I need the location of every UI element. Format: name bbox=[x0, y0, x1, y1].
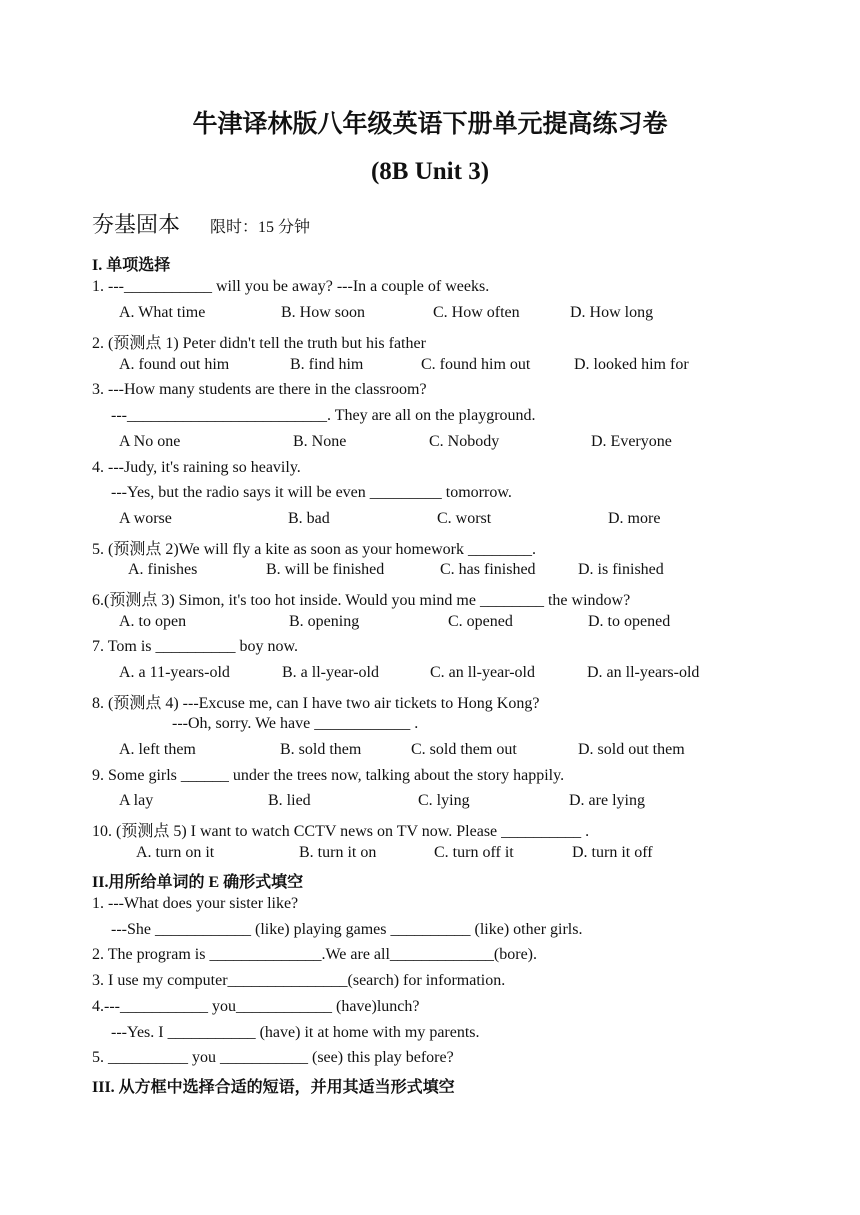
section2-heading: II.用所给单词的 E 确形式填空 bbox=[92, 874, 304, 891]
q8-option-d: D. sold out them bbox=[578, 741, 685, 758]
fill-line: ---Yes. I ___________ (have) it at home with my parents. bbox=[111, 1024, 480, 1041]
q2-option-b: B. find him bbox=[290, 356, 364, 373]
q6-option-c: C. opened bbox=[448, 613, 513, 630]
q9-text: 9. Some girls ______ under the trees now, talking about the story happily. bbox=[92, 767, 565, 784]
q3-option-c: C. Nobody bbox=[429, 433, 500, 450]
q4-option-a: A worse bbox=[119, 510, 172, 527]
q5-option-a: A. finishes bbox=[128, 561, 198, 578]
time-limit: 限时：15 分钟 bbox=[210, 219, 311, 236]
q4-option-b: B. bad bbox=[288, 510, 330, 527]
q5-option-d: D. is finished bbox=[578, 561, 664, 578]
q4-text-answer: ---Yes, but the radio says it will be even _________ tomorrow. bbox=[111, 484, 512, 501]
q10-text: 10. (预测点 5) I want to watch CCTV news on TV now. Please __________ . bbox=[92, 823, 590, 840]
q6-option-a: A. to open bbox=[119, 613, 187, 630]
q7-option-c: C. an ll-year-old bbox=[430, 664, 535, 681]
q8-text: 8. (预测点 4) ---Excuse me, can I have two air tickets to Hong Kong? bbox=[92, 695, 540, 712]
q10-option-b: B. turn it on bbox=[299, 844, 377, 861]
q3-option-d: D. Everyone bbox=[591, 433, 672, 450]
q8-text-answer: ---Oh, sorry. We have ____________ . bbox=[172, 715, 419, 732]
q10-option-c: C. turn off it bbox=[434, 844, 514, 861]
q7-text: 7. Tom is __________ boy now. bbox=[92, 638, 298, 655]
q2-option-d: D. looked him for bbox=[574, 356, 689, 373]
q2-option-a: A. found out him bbox=[119, 356, 230, 373]
q1-option-c: C. How often bbox=[433, 304, 520, 321]
part-heading: 夯基固本 bbox=[92, 213, 181, 238]
q10-option-d: D. turn it off bbox=[572, 844, 653, 861]
q10-option-a: A. turn on it bbox=[136, 844, 215, 861]
q6-text: 6.(预测点 3) Simon, it's too hot inside. Would you mind me ________ the window? bbox=[92, 592, 631, 609]
q3-text-answer: ---_________________________. They are all on the playground. bbox=[111, 407, 536, 424]
page-title: 牛津译林版八年级英语下册单元提高练习卷 bbox=[192, 111, 668, 138]
q4-option-c: C. worst bbox=[437, 510, 492, 527]
q6-option-d: D. to opened bbox=[588, 613, 671, 630]
fill-line: 3. I use my computer_______________(search) for information. bbox=[92, 972, 506, 989]
q8-option-a: A. left them bbox=[119, 741, 196, 758]
fill-line: 5. __________ you ___________ (see) this play before? bbox=[92, 1049, 454, 1066]
q1-option-b: B. How soon bbox=[281, 304, 366, 321]
q6-option-b: B. opening bbox=[289, 613, 360, 630]
page-subtitle: (8B Unit 3) bbox=[370, 158, 490, 185]
q2-text: 2. (预测点 1) Peter didn't tell the truth but his father bbox=[92, 335, 426, 352]
q4-text: 4. ---Judy, it's raining so heavily. bbox=[92, 459, 301, 476]
fill-line: 2. The program is ______________.We are all_____________(bore). bbox=[92, 946, 537, 963]
q5-option-b: B. will be finished bbox=[266, 561, 385, 578]
q5-text: 5. (预测点 2)We will fly a kite as soon as your homework ________. bbox=[92, 541, 536, 558]
fill-line: ---She ____________ (like) playing games __________ (like) other girls. bbox=[111, 921, 583, 938]
fill-line: 1. ---What does your sister like? bbox=[92, 895, 299, 912]
q9-option-a: A lay bbox=[119, 792, 154, 809]
q9-option-c: C. lying bbox=[418, 792, 470, 809]
q4-option-d: D. more bbox=[608, 510, 661, 527]
q3-text: 3. ---How many students are there in the classroom? bbox=[92, 381, 427, 398]
q7-option-a: A. a 11-years-old bbox=[119, 664, 230, 681]
q7-option-d: D. an ll-years-old bbox=[587, 664, 700, 681]
q5-option-c: C. has finished bbox=[440, 561, 536, 578]
q9-option-b: B. lied bbox=[268, 792, 311, 809]
q2-option-c: C. found him out bbox=[421, 356, 531, 373]
section3-heading: III. 从方框中选择合适的短语，并用其适当形式填空 bbox=[92, 1079, 455, 1096]
q3-option-b: B. None bbox=[293, 433, 347, 450]
q7-option-b: B. a ll-year-old bbox=[282, 664, 379, 681]
q1-text: 1. ---___________ will you be away? ---In a couple of weeks. bbox=[92, 278, 490, 295]
q1-option-a: A. What time bbox=[119, 304, 206, 321]
q3-option-a: A No one bbox=[119, 433, 181, 450]
q8-option-c: C. sold them out bbox=[411, 741, 517, 758]
fill-line: 4.---___________ you____________ (have)lunch? bbox=[92, 998, 420, 1015]
q9-option-d: D. are lying bbox=[569, 792, 645, 809]
q1-option-d: D. How long bbox=[570, 304, 654, 321]
q8-option-b: B. sold them bbox=[280, 741, 362, 758]
section1-heading: I. 单项选择 bbox=[92, 257, 171, 274]
